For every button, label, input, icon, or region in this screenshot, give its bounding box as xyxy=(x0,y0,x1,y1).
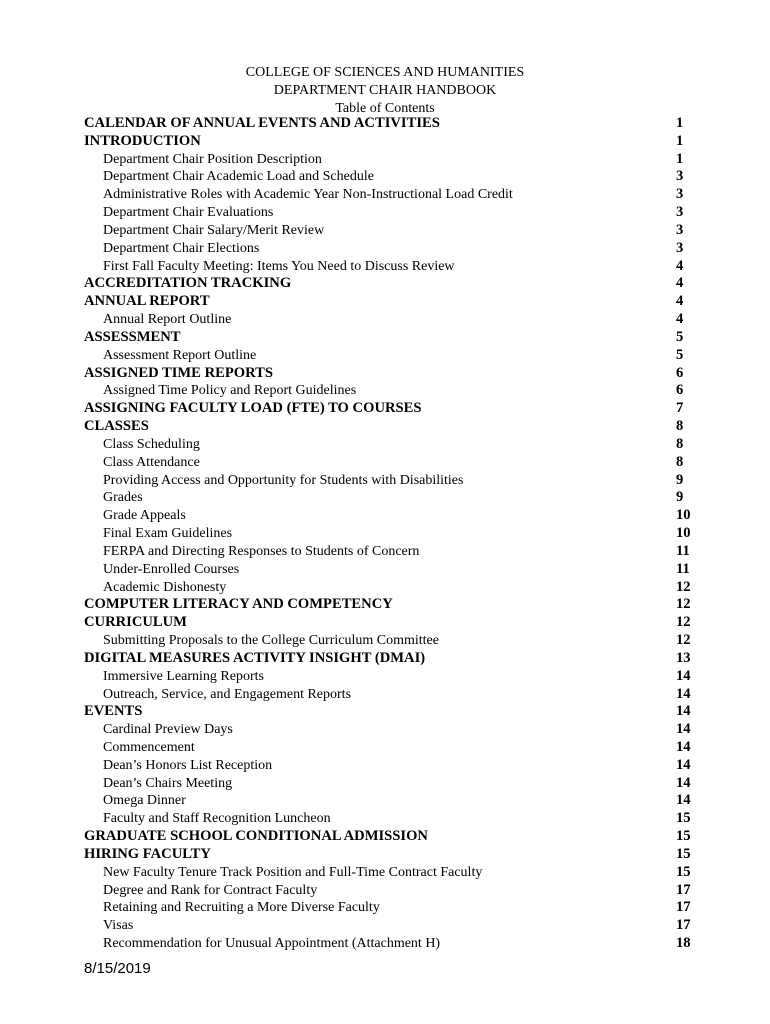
toc-section-entry xyxy=(84,650,696,668)
toc-subsection-entry xyxy=(84,240,696,258)
toc-entry-page-number: 3 xyxy=(676,204,684,221)
toc-subsection-entry xyxy=(84,347,696,365)
toc-section-entry xyxy=(84,828,696,846)
toc-entry-page-number: 12 xyxy=(676,596,691,613)
toc-subsection-entry xyxy=(84,757,696,775)
toc-entry-title: Annual Report Outline xyxy=(103,312,232,328)
toc-entry-title: HIRING FACULTY xyxy=(84,845,211,862)
toc-entry-page-number: 5 xyxy=(676,328,684,345)
toc-entry-page-number: 15 xyxy=(676,863,691,880)
toc-section-entry xyxy=(84,846,696,864)
toc-subsection-entry xyxy=(84,721,696,739)
toc-entry-title: ASSESSMENT xyxy=(84,328,181,345)
toc-subsection-entry xyxy=(84,686,696,704)
toc-entry-title: CALENDAR OF ANNUAL EVENTS AND ACTIVITIES xyxy=(84,115,440,131)
toc-entry-title: CURRICULUM xyxy=(84,614,187,631)
toc-subsection-entry xyxy=(84,472,696,490)
toc-subsection-entry xyxy=(84,543,696,561)
toc-entry-title: Grades xyxy=(103,490,143,506)
toc-subsection-entry xyxy=(84,792,696,810)
toc-entry-page-number: 4 xyxy=(676,275,684,292)
toc-entry-page-number: 11 xyxy=(676,560,690,577)
toc-section-entry xyxy=(84,115,696,133)
toc-subsection-entry xyxy=(84,864,696,882)
toc-entry-title: Grade Appeals xyxy=(103,508,186,524)
footer-date: 8/15/2019 xyxy=(84,960,151,977)
toc-subsection-entry xyxy=(84,579,696,597)
toc-entry-title: Class Scheduling xyxy=(103,436,200,452)
toc-entry-page-number: 8 xyxy=(676,418,684,435)
toc-entry-title: Commencement xyxy=(103,739,195,755)
toc-subsection-entry xyxy=(84,882,696,900)
toc-entry-title: Immersive Learning Reports xyxy=(103,668,264,684)
toc-entry-page-number: 1 xyxy=(676,115,684,131)
toc-section-entry xyxy=(84,400,696,418)
toc-entry-page-number: 12 xyxy=(676,578,691,595)
toc-section-entry xyxy=(84,293,696,311)
toc-entry-page-number: 14 xyxy=(676,738,691,755)
document-header xyxy=(0,64,770,118)
toc-subsection-entry xyxy=(84,935,696,953)
toc-entry-page-number: 17 xyxy=(676,881,691,898)
toc-subsection-entry xyxy=(84,168,696,186)
toc-subsection-entry xyxy=(84,186,696,204)
toc-entry-page-number: 15 xyxy=(676,828,691,845)
toc-entry-page-number: 3 xyxy=(676,186,684,203)
toc-entry-page-number: 15 xyxy=(676,845,691,862)
toc-entry-title: DIGITAL MEASURES ACTIVITY INSIGHT (DMAI) xyxy=(84,649,426,666)
toc-entry-title: Retaining and Recruiting a More Diverse Faculty xyxy=(103,900,380,916)
toc-entry-page-number: 12 xyxy=(676,632,691,649)
toc-entry-page-number: 4 xyxy=(676,293,684,310)
toc-entry-title: Class Attendance xyxy=(103,454,200,470)
toc-entry-page-number: 3 xyxy=(676,239,684,256)
college-name: COLLEGE OF SCIENCES AND HUMANITIES xyxy=(245,65,525,80)
toc-section-entry xyxy=(84,133,696,151)
toc-entry-page-number: 15 xyxy=(676,810,691,827)
toc-entry-page-number: 3 xyxy=(676,221,684,238)
toc-entry-page-number: 10 xyxy=(676,507,691,524)
toc-entry-page-number: 5 xyxy=(676,346,684,363)
toc-entry-title: INTRODUCTION xyxy=(84,132,201,149)
toc-entry-page-number: 6 xyxy=(676,364,684,381)
toc-entry-page-number: 10 xyxy=(676,525,691,542)
toc-entry-title: First Fall Faculty Meeting: Items You Need to Discuss Review xyxy=(103,258,455,274)
toc-subsection-entry xyxy=(84,222,696,240)
toc-subsection-entry xyxy=(84,632,696,650)
handbook-title: DEPARTMENT CHAIR HANDBOOK xyxy=(273,83,497,98)
toc-entry-page-number: 18 xyxy=(676,935,691,952)
toc-entry-title: Submitting Proposals to the College Curriculum Committee xyxy=(103,633,439,649)
toc-entry-title: COMPUTER LITERACY AND COMPETENCY xyxy=(84,596,393,613)
toc-subsection-entry xyxy=(84,454,696,472)
toc-entry-page-number: 12 xyxy=(676,614,691,631)
toc-entry-page-number: 3 xyxy=(676,168,684,185)
toc-entry-page-number: 7 xyxy=(676,400,684,417)
toc-entry-title: Assessment Report Outline xyxy=(103,347,257,363)
toc-entry-page-number: 9 xyxy=(676,471,684,488)
toc-entry-title: Outreach, Service, and Engagement Reports xyxy=(103,686,352,702)
toc-entry-page-number: 8 xyxy=(676,453,684,470)
toc-entry-page-number: 13 xyxy=(676,649,691,666)
toc-entry-title: Final Exam Guidelines xyxy=(103,526,233,542)
toc-subsection-entry xyxy=(84,204,696,222)
toc-subsection-entry xyxy=(84,668,696,686)
toc-entry-page-number: 14 xyxy=(676,667,691,684)
toc-subsection-entry xyxy=(84,436,696,454)
toc-entry-page-number: 14 xyxy=(676,721,691,738)
toc-entry-page-number: 4 xyxy=(676,257,684,274)
toc-subsection-entry xyxy=(84,899,696,917)
toc-entry-title: ASSIGNING FACULTY LOAD (FTE) TO COURSES xyxy=(84,400,422,417)
toc-entry-title: Providing Access and Opportunity for Students with Disabilities xyxy=(103,472,464,488)
toc-entry-title: Visas xyxy=(103,918,134,934)
toc-section-entry xyxy=(84,275,696,293)
toc-subsection-entry xyxy=(84,917,696,935)
toc-entry-title: FERPA and Directing Responses to Students of Concern xyxy=(103,543,420,559)
toc-entry-title: Recommendation for Unusual Appointment (Attachment H) xyxy=(103,936,441,952)
toc-entry-page-number: 1 xyxy=(676,132,684,149)
toc-subsection-entry xyxy=(84,382,696,400)
toc-entry-page-number: 14 xyxy=(676,685,691,702)
toc-subsection-entry xyxy=(84,311,696,329)
toc-entry-title: Administrative Roles with Academic Year Non-Instructional Load Credit xyxy=(103,187,513,203)
toc-section-entry xyxy=(84,703,696,721)
toc-entry-title: New Faculty Tenure Track Position and Full-Time Contract Faculty xyxy=(103,864,483,880)
toc-entry-page-number: 14 xyxy=(676,703,691,720)
toc-entry-page-number: 11 xyxy=(676,542,690,559)
toc-subsection-entry xyxy=(84,525,696,543)
toc-entry-title: CLASSES xyxy=(84,418,149,435)
toc-entry-title: Under-Enrolled Courses xyxy=(103,561,240,577)
toc-section-entry xyxy=(84,418,696,436)
toc-entry-page-number: 14 xyxy=(676,756,691,773)
toc-entry-title: Department Chair Salary/Merit Review xyxy=(103,222,325,238)
toc-heading: Table of Contents xyxy=(335,101,435,116)
toc-entry-title: ASSIGNED TIME REPORTS xyxy=(84,364,273,381)
toc-entry-title: Cardinal Preview Days xyxy=(103,722,233,738)
toc-entry-page-number: 8 xyxy=(676,435,684,452)
toc-entry-page-number: 6 xyxy=(676,382,684,399)
toc-subsection-entry xyxy=(84,739,696,757)
toc-subsection-entry xyxy=(84,507,696,525)
toc-entry-title: GRADUATE SCHOOL CONDITIONAL ADMISSION xyxy=(84,828,428,845)
toc-section-entry xyxy=(84,329,696,347)
toc-entry-title: Dean’s Honors List Reception xyxy=(103,757,273,773)
toc-entry-page-number: 14 xyxy=(676,774,691,791)
toc-entry-title: Faculty and Staff Recognition Luncheon xyxy=(103,811,331,827)
toc-subsection-entry xyxy=(84,775,696,793)
toc-entry-title: Dean’s Chairs Meeting xyxy=(103,775,233,791)
toc-subsection-entry xyxy=(84,151,696,169)
toc-entry-page-number: 17 xyxy=(676,899,691,916)
toc-entry-title: Omega Dinner xyxy=(103,793,186,809)
toc-subsection-entry xyxy=(84,561,696,579)
toc-entry-title: Department Chair Position Description xyxy=(103,151,322,167)
toc-entry-title: Department Chair Elections xyxy=(103,240,260,256)
table-of-contents xyxy=(84,115,696,953)
toc-subsection-entry xyxy=(84,489,696,507)
toc-entry-page-number: 14 xyxy=(676,792,691,809)
toc-entry-title: Department Chair Evaluations xyxy=(103,205,274,221)
toc-entry-title: ANNUAL REPORT xyxy=(84,293,210,310)
toc-section-entry xyxy=(84,365,696,383)
toc-entry-title: Degree and Rank for Contract Faculty xyxy=(103,882,318,898)
toc-entry-page-number: 9 xyxy=(676,489,684,506)
toc-section-entry xyxy=(84,614,696,632)
toc-entry-page-number: 4 xyxy=(676,311,684,328)
toc-subsection-entry xyxy=(84,810,696,828)
toc-entry-title: EVENTS xyxy=(84,703,143,720)
toc-entry-title: Assigned Time Policy and Report Guidelines xyxy=(103,383,357,399)
toc-entry-title: Department Chair Academic Load and Schedule xyxy=(103,169,374,185)
toc-subsection-entry xyxy=(84,258,696,276)
toc-entry-page-number: 17 xyxy=(676,917,691,934)
toc-entry-page-number: 1 xyxy=(676,150,684,167)
toc-entry-title: Academic Dishonesty xyxy=(103,579,227,595)
toc-section-entry xyxy=(84,596,696,614)
toc-entry-title: ACCREDITATION TRACKING xyxy=(84,275,292,292)
